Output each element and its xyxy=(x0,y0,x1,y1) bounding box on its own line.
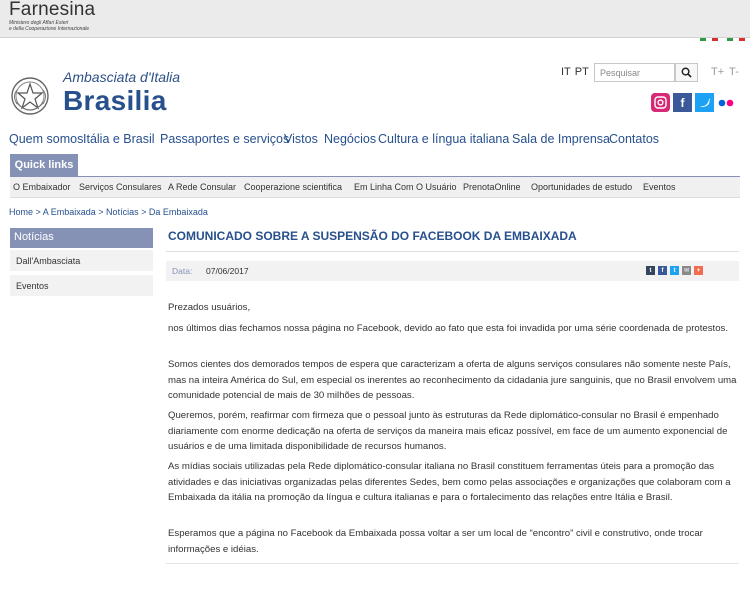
quick-link-eventos[interactable]: Eventos xyxy=(643,182,676,192)
twitter-share-icon[interactable]: t xyxy=(670,266,679,275)
quick-link-oportunidades[interactable]: Oportunidades de estudo xyxy=(531,182,633,192)
font-increase-button[interactable]: T+ xyxy=(711,66,725,78)
farnesina-logo-title[interactable]: Farnesina xyxy=(9,0,96,20)
nav-sala-de-imprensa[interactable]: Sala de Imprensa xyxy=(512,132,610,146)
date-label: Data: xyxy=(172,266,193,276)
quick-links-list xyxy=(0,182,750,196)
tumblr-share-icon[interactable]: t xyxy=(646,266,655,275)
breadcrumb[interactable]: Home > A Embaixada > Notícias > Da Embaixada xyxy=(9,207,208,217)
article-bottom-divider xyxy=(166,563,739,564)
main-navigation xyxy=(0,132,750,152)
top-bar xyxy=(0,0,750,38)
nav-italia-e-brasil[interactable]: Itália e Brasil xyxy=(83,132,155,146)
twitter-icon[interactable] xyxy=(695,93,714,112)
nav-negocios[interactable]: Negócios xyxy=(324,132,377,146)
ministry-name-line-1: Ministero degli Affari Esteri xyxy=(9,20,69,26)
quick-link-rede-consular[interactable]: A Rede Consular xyxy=(168,182,237,192)
quick-link-embaixador[interactable]: O Embaixador xyxy=(13,182,71,192)
search-button[interactable] xyxy=(675,63,698,82)
sidebar-item-eventos[interactable]: Eventos xyxy=(10,275,153,297)
nav-passaportes[interactable]: Passaportes e serviços xyxy=(160,132,290,146)
quick-link-prenotaonline[interactable]: PrenotaOnline xyxy=(463,182,521,192)
sidebar-item-dall-ambasciata[interactable]: Dall'Ambasciata xyxy=(10,250,153,272)
article-paragraph: Somos cientes dos demorados tempos de espera que caracterizam a oferta de alguns serviços consulares não somente neste País, mas na inteira América do Sul, em especial os inerentes ao reconhecimento da cidadania jure sanguinis, que no Brasil envolvem uma comunidade potencial de mais de 30 milhões de pessoas. xyxy=(168,359,737,402)
quick-link-cooperazione[interactable]: Cooperazione scientifica xyxy=(244,182,343,192)
flag-italy-icon-2 xyxy=(727,38,745,41)
nav-cultura[interactable]: Cultura e língua italiana xyxy=(378,132,510,146)
article-paragraph: nos últimos dias fechamos nossa página no Facebook, devido ao fato que esta foi invadida por uma série coordenada de protestos. xyxy=(168,323,728,334)
email-share-icon[interactable]: ✉ xyxy=(683,268,690,274)
search-input[interactable] xyxy=(594,63,675,82)
facebook-icon[interactable]: f xyxy=(673,93,692,112)
title-divider xyxy=(166,251,739,252)
nav-vistos[interactable]: Vistos xyxy=(284,132,318,146)
nav-quem-somos[interactable]: Quem somos xyxy=(9,132,84,146)
embassy-city-title[interactable]: Brasilia xyxy=(63,85,167,116)
sidebar-heading[interactable]: Notícias xyxy=(10,228,153,248)
flag-italy-icon xyxy=(700,38,718,41)
ministry-name-line-2: e della Cooperazione Internazionale xyxy=(9,26,90,32)
search-icon xyxy=(681,67,692,78)
language-switcher xyxy=(561,66,589,78)
embassy-label: Ambasciata d'Italia xyxy=(63,69,181,85)
article-paragraph: As mídias sociais utilizadas pela Rede diplomático-consular italiana no Brasil constituem ferramentas úteis para a promoção das atividades e das iniciativas organizadas pelas diferentes Sedes, bem como pelas associações e organizações que colaboram com a Embaixada da itália na promoção da língua e cultura italianas e para o fortalecimento das relações entre Itália e Brasil. xyxy=(168,461,731,504)
nav-contatos[interactable]: Contatos xyxy=(609,132,660,146)
quick-link-em-linha[interactable]: Em Linha Com O Usuário xyxy=(354,182,457,192)
lang-it[interactable]: IT xyxy=(561,66,571,78)
article-paragraph: Queremos, porém, reafirmar com firmeza que o pessoal junto às estruturas da Rede diplomático-consular no Brasil é empenhado diariamente com enorme dedicação na oferta de serviços da maneira mais eficaz possível, em face de um aumento exponencial de usuários e de uma limitada disponibilidade de recursos humanos. xyxy=(168,410,728,453)
more-share-icon[interactable]: + xyxy=(694,266,703,275)
lang-pt[interactable]: PT xyxy=(574,66,589,78)
page-title: COMUNICADO SOBRE A SUSPENSÃO DO FACEBOOK DA EMBAIXADA xyxy=(168,229,577,243)
farnesina-logo-subtitle xyxy=(9,20,89,32)
instagram-icon[interactable] xyxy=(651,93,670,112)
quick-link-servicos-consulares[interactable]: Serviços Consulares xyxy=(79,182,162,192)
date-value: 07/06/2017 xyxy=(206,266,249,276)
flickr-icon[interactable] xyxy=(716,93,735,112)
facebook-share-icon[interactable]: f xyxy=(658,266,667,275)
republic-emblem-icon xyxy=(8,72,52,120)
quick-links-tab[interactable]: Quick links xyxy=(10,154,78,176)
font-decrease-button[interactable]: T- xyxy=(729,66,739,78)
article-paragraph: Esperamos que a página no Facebook da Embaixada possa voltar a ser um local de “encontro” civil e construtivo, onde trocar informações e idéias. xyxy=(168,528,703,555)
article-paragraph: Prezados usuários, xyxy=(168,302,251,313)
